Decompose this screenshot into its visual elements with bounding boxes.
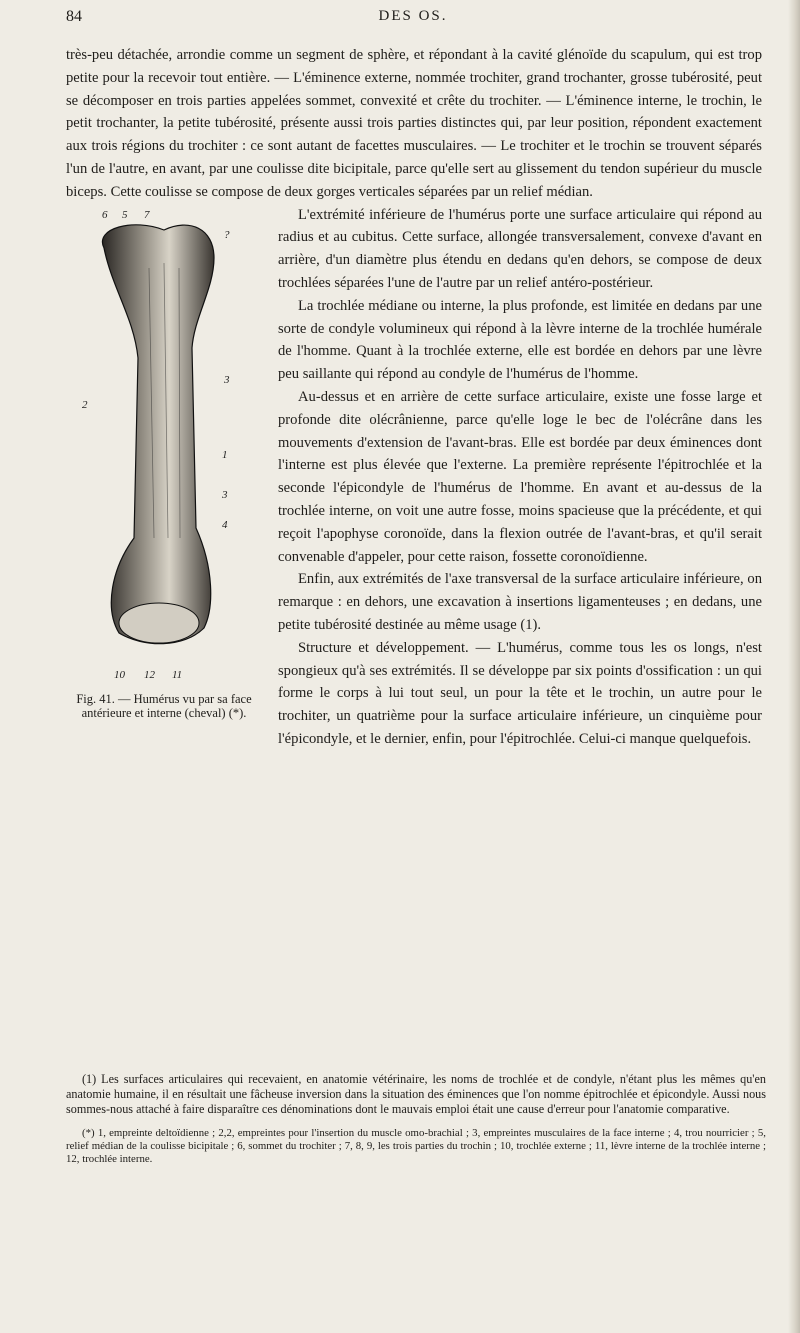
figure-label: 1 — [222, 448, 228, 461]
figure-label: 6 — [102, 208, 108, 221]
footnote-1: (1) Les surfaces articulaires qui recevaient, en anatomie vétérinaire, les noms de trochlée et de condyle, n'étant plus les mêmes qu'en anatomie humaine, il en résultait une fâcheuse inversion dans la situation des éminences que l'on nomme épitrochlée et épicondyle. Aussi nous sommes-nous attaché à faire disparaître ces dénominations dont le mauvais emploi était une cause d'erreur pour l'anatomie comparative. — [66, 1072, 766, 1116]
figure-label: 2 — [82, 398, 88, 411]
main-text — [66, 44, 762, 752]
paragraph-4: Au-dessus et en arrière de cette surface articulaire, existe une fosse large et profonde dite olécrânienne, parce qu'elle loge le bec de l'olécrâne dans les mouvements d'extension de l'avant-bras. Elle est bordée par deux éminences dont l'interne est plus élevée que l'externe. La première représente l'épitrochlée et la seconde l'épicondyle de l'humérus de l'homme. En avant et au-dessus de la trochlée interne, on voit une autre fosse, moins spacieuse que la précédente, et qui reçoit l'apophyse coronoïde, dans la flexion outrée de l'avant-bras, et qu'il serait convenable d'appeler, pour cette raison, fossette coronoïdienne. — [278, 388, 762, 565]
paragraph-3: La trochlée médiane ou interne, la plus profonde, est limitée en dedans par une sorte de condyle volumineux qui répond à la lèvre interne de la trochlée humérale de l'homme. Quant à la trochlée externe, elle est bordée en dehors par une lèvre peu saillante qui répond au condyle de l'humérus de l'homme. — [278, 297, 762, 383]
footnote-2: (*) 1, empreinte deltoïdienne ; 2,2, empreintes pour l'insertion du muscle omo-brachial ; 3, empreintes musculaires de la face interne ; 4, trou nourricier ; 5, relief médian de la coulisse bicipitale ; 6, sommet du trochiter ; 7, 8, 9, les trois parties du trochin ; 10, trochlée externe ; 11, lèvre interne de la trochlée interne ; 12, trochlée interne. — [66, 1127, 766, 1165]
page-header — [66, 8, 760, 28]
humerus-illustration — [64, 208, 264, 688]
humerus-head — [102, 224, 214, 643]
figure-label: 11 — [172, 668, 183, 681]
paragraph-6: Structure et développement. — L'humérus, comme tous les os longs, n'est spongieux qu'à ses extrémités. Il se développe par six points d'ossification : un qui forme le corps à lui tout seul, un pour la tête et le trochin, un autre pour le trochiter, un quatrième pour la surface articulaire inférieure, un cinquième pour l'épicondyle, et le dernier, enfin, pour l'épitrochlée. Celui-ci manque quelquefois. — [278, 639, 762, 747]
humerus-condyle — [119, 603, 199, 643]
figure-label: 7 — [144, 208, 150, 221]
paragraph-5: Enfin, aux extrémités de l'axe transversal de la surface articulaire inférieure, on remarque : en dehors, une excavation à insertions ligamenteuses ; en dedans, une petite tubérosité destinée au même usage (1). — [278, 571, 762, 633]
footnotes — [66, 1072, 766, 1176]
figure-label: 5 — [122, 208, 128, 221]
paragraph-1: très-peu détachée, arrondie comme un segment de sphère, et répondant à la cavité glénoïde du scapulum, qui est trop petite pour la recevoir tout entière. — L'éminence externe, nommée trochiter, grand trochanter, grosse tubérosité, peut se décomposer en trois parties appelées sommet, convexité et crête du trochiter. — L'éminence interne, le trochin, le petit trochanter, la petite tubérosité, présente aussi trois parties distinctes qui, par leur position, répondent exactement aux trois régions du trochiter : ce sont autant de facettes musculaires. — Le trochiter et le trochin se trouvent séparés l'un de l'autre, en avant, par une coulisse dite bicipitale, parce qu'elle sert au glissement du tendon supérieur du muscle biceps. Cette coulisse se compose de deux gorges verticales séparées par un relief médian. — [66, 47, 762, 200]
figure-label: 10 — [114, 668, 125, 681]
figure-label: 4 — [222, 518, 228, 531]
figure-label: 12 — [144, 668, 155, 681]
figure-humerus — [64, 208, 264, 748]
page-number: 84 — [66, 8, 82, 25]
paragraph-2: L'extrémité inférieure de l'humérus porte une surface articulaire qui répond au radius et au cubitus. Cette surface, allongée transversalement, convexe d'avant en arrière, d'un diamètre plus étendu en dedans qu'en dehors, se compose de deux trochlées séparées l'une de l'autre par un relief antéro-postérieur. — [278, 206, 762, 291]
figure-label: 3 — [224, 373, 230, 386]
running-head: DES OS. — [378, 8, 448, 24]
figure-caption: Fig. 41. — Humérus vu par sa face antérieure et interne (cheval) (*). — [76, 691, 252, 720]
page-edge — [788, 0, 800, 1333]
figure-label: ? — [224, 228, 230, 241]
figure-label: 3 — [222, 488, 228, 501]
